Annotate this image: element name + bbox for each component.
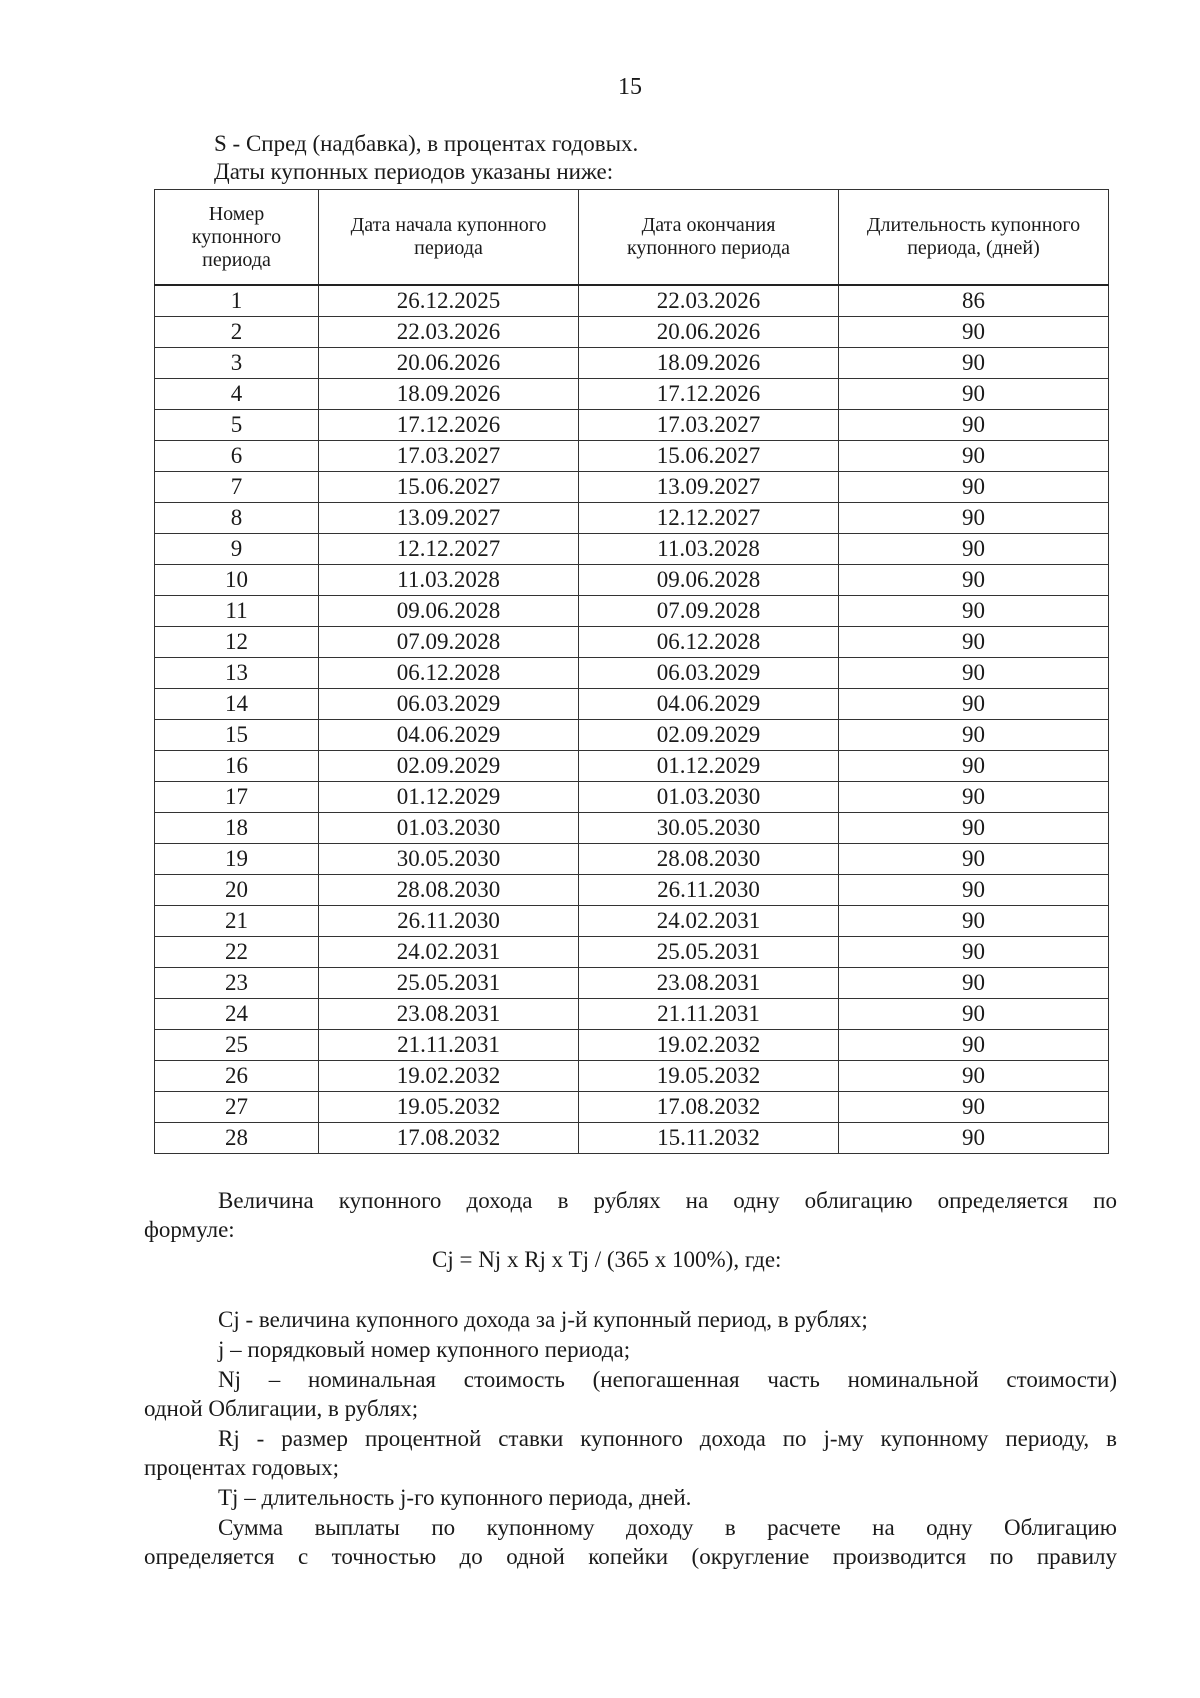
cell-period-number: 8 <box>155 503 319 534</box>
cell-period-number: 4 <box>155 379 319 410</box>
cell-start-date: 04.06.2029 <box>319 720 579 751</box>
table-header-row <box>155 190 1109 286</box>
cell-duration-days: 90 <box>839 658 1109 689</box>
cell-start-date: 23.08.2031 <box>319 999 579 1030</box>
cell-start-date: 25.05.2031 <box>319 968 579 999</box>
cell-period-number: 20 <box>155 875 319 906</box>
cell-duration-days: 90 <box>839 689 1109 720</box>
cell-start-date: 20.06.2026 <box>319 348 579 379</box>
cell-period-number: 22 <box>155 937 319 968</box>
cell-period-number: 13 <box>155 658 319 689</box>
cell-duration-days: 86 <box>839 285 1109 317</box>
cell-period-number: 18 <box>155 813 319 844</box>
cell-start-date: 28.08.2030 <box>319 875 579 906</box>
cell-end-date: 22.03.2026 <box>579 285 839 317</box>
table-row <box>155 472 1109 503</box>
table-row <box>155 875 1109 906</box>
cell-duration-days: 90 <box>839 937 1109 968</box>
cell-duration-days: 90 <box>839 999 1109 1030</box>
cell-start-date: 19.05.2032 <box>319 1092 579 1123</box>
cell-duration-days: 90 <box>839 441 1109 472</box>
definition-tj: Tj – длительность j-го купонного периода, дней. <box>218 1485 692 1510</box>
cell-duration-days: 90 <box>839 968 1109 999</box>
cell-duration-days: 90 <box>839 751 1109 782</box>
table-row <box>155 534 1109 565</box>
coupon-formula: Cj = Nj x Rj x Tj / (365 x 100%), где: <box>432 1247 782 1272</box>
cell-end-date: 24.02.2031 <box>579 906 839 937</box>
table-row <box>155 285 1109 317</box>
table-row <box>155 410 1109 441</box>
table-row <box>155 906 1109 937</box>
cell-start-date: 01.03.2030 <box>319 813 579 844</box>
table-row <box>155 844 1109 875</box>
table-row <box>155 379 1109 410</box>
cell-start-date: 17.12.2026 <box>319 410 579 441</box>
cell-start-date: 30.05.2030 <box>319 844 579 875</box>
cell-start-date: 07.09.2028 <box>319 627 579 658</box>
cell-period-number: 17 <box>155 782 319 813</box>
definition-nj-line-1: Nj – номинальная стоимость (непогашенная часть номинальной стоимости) <box>218 1367 1117 1392</box>
table-row <box>155 596 1109 627</box>
cell-period-number: 11 <box>155 596 319 627</box>
payment-rounding-line-2: определяется с точностью до одной копейки (округление производится по правилу <box>144 1544 1117 1569</box>
cell-start-date: 18.09.2026 <box>319 379 579 410</box>
table-row <box>155 1061 1109 1092</box>
table-row <box>155 317 1109 348</box>
cell-period-number: 16 <box>155 751 319 782</box>
cell-period-number: 14 <box>155 689 319 720</box>
cell-duration-days: 90 <box>839 565 1109 596</box>
cell-duration-days: 90 <box>839 720 1109 751</box>
table-row <box>155 348 1109 379</box>
definition-nj-line-2: одной Облигации, в рублях; <box>144 1396 419 1421</box>
cell-start-date: 06.12.2028 <box>319 658 579 689</box>
page-number: 15 <box>618 74 642 100</box>
table-row <box>155 441 1109 472</box>
cell-end-date: 30.05.2030 <box>579 813 839 844</box>
table-row <box>155 1030 1109 1061</box>
cell-end-date: 15.06.2027 <box>579 441 839 472</box>
cell-period-number: 27 <box>155 1092 319 1123</box>
cell-duration-days: 90 <box>839 410 1109 441</box>
cell-duration-days: 90 <box>839 1123 1109 1154</box>
cell-duration-days: 90 <box>839 1092 1109 1123</box>
table-row <box>155 1092 1109 1123</box>
cell-period-number: 24 <box>155 999 319 1030</box>
header-start-date-text: Дата начала купонного периода <box>350 214 547 259</box>
cell-start-date: 17.08.2032 <box>319 1123 579 1154</box>
cell-duration-days: 90 <box>839 379 1109 410</box>
cell-period-number: 23 <box>155 968 319 999</box>
table-row <box>155 999 1109 1030</box>
cell-period-number: 26 <box>155 1061 319 1092</box>
cell-period-number: 19 <box>155 844 319 875</box>
formula-intro-line-2: формуле: <box>144 1217 235 1242</box>
cell-start-date: 13.09.2027 <box>319 503 579 534</box>
cell-end-date: 06.03.2029 <box>579 658 839 689</box>
table-row <box>155 813 1109 844</box>
cell-start-date: 15.06.2027 <box>319 472 579 503</box>
cell-start-date: 12.12.2027 <box>319 534 579 565</box>
cell-end-date: 26.11.2030 <box>579 875 839 906</box>
cell-end-date: 04.06.2029 <box>579 689 839 720</box>
cell-duration-days: 90 <box>839 844 1109 875</box>
coupon-periods-table <box>154 189 1109 1154</box>
cell-end-date: 01.03.2030 <box>579 782 839 813</box>
cell-duration-days: 90 <box>839 317 1109 348</box>
header-end-date-text: Дата окончания купонного периода <box>626 214 790 259</box>
cell-start-date: 01.12.2029 <box>319 782 579 813</box>
table-row <box>155 751 1109 782</box>
cell-end-date: 25.05.2031 <box>579 937 839 968</box>
cell-duration-days: 90 <box>839 627 1109 658</box>
cell-start-date: 02.09.2029 <box>319 751 579 782</box>
header-duration-text: Длительность купонного периода, (дней) <box>866 214 1081 259</box>
cell-period-number: 1 <box>155 285 319 317</box>
header-start-date <box>319 190 579 286</box>
cell-period-number: 15 <box>155 720 319 751</box>
cell-end-date: 19.05.2032 <box>579 1061 839 1092</box>
cell-period-number: 2 <box>155 317 319 348</box>
cell-end-date: 07.09.2028 <box>579 596 839 627</box>
cell-start-date: 09.06.2028 <box>319 596 579 627</box>
cell-end-date: 13.09.2027 <box>579 472 839 503</box>
table-row <box>155 565 1109 596</box>
cell-duration-days: 90 <box>839 503 1109 534</box>
cell-period-number: 25 <box>155 1030 319 1061</box>
header-duration <box>839 190 1109 286</box>
cell-start-date: 17.03.2027 <box>319 441 579 472</box>
cell-end-date: 15.11.2032 <box>579 1123 839 1154</box>
cell-end-date: 17.12.2026 <box>579 379 839 410</box>
cell-duration-days: 90 <box>839 472 1109 503</box>
cell-end-date: 02.09.2029 <box>579 720 839 751</box>
cell-end-date: 06.12.2028 <box>579 627 839 658</box>
cell-end-date: 17.03.2027 <box>579 410 839 441</box>
table-row <box>155 503 1109 534</box>
coupon-dates-intro: Даты купонных периодов указаны ниже: <box>214 159 614 184</box>
payment-rounding-line-1: Сумма выплаты по купонному доходу в расчете на одну Облигацию <box>218 1515 1117 1540</box>
header-period-number-text: Номер купонного периода <box>191 202 282 271</box>
cell-duration-days: 90 <box>839 348 1109 379</box>
definition-cj: Cj - величина купонного дохода за j-й купонный период, в рублях; <box>218 1307 868 1332</box>
cell-period-number: 3 <box>155 348 319 379</box>
cell-start-date: 06.03.2029 <box>319 689 579 720</box>
cell-period-number: 6 <box>155 441 319 472</box>
cell-start-date: 22.03.2026 <box>319 317 579 348</box>
cell-start-date: 26.12.2025 <box>319 285 579 317</box>
cell-duration-days: 90 <box>839 875 1109 906</box>
cell-end-date: 11.03.2028 <box>579 534 839 565</box>
cell-duration-days: 90 <box>839 1061 1109 1092</box>
cell-duration-days: 90 <box>839 534 1109 565</box>
cell-end-date: 17.08.2032 <box>579 1092 839 1123</box>
spread-definition: S - Спред (надбавка), в процентах годовых. <box>214 131 639 156</box>
cell-end-date: 01.12.2029 <box>579 751 839 782</box>
cell-duration-days: 90 <box>839 1030 1109 1061</box>
cell-period-number: 9 <box>155 534 319 565</box>
table-row <box>155 968 1109 999</box>
table-row <box>155 689 1109 720</box>
header-end-date <box>579 190 839 286</box>
header-period-number <box>155 190 319 286</box>
cell-period-number: 28 <box>155 1123 319 1154</box>
cell-end-date: 18.09.2026 <box>579 348 839 379</box>
cell-duration-days: 90 <box>839 906 1109 937</box>
cell-end-date: 12.12.2027 <box>579 503 839 534</box>
cell-start-date: 21.11.2031 <box>319 1030 579 1061</box>
cell-end-date: 09.06.2028 <box>579 565 839 596</box>
cell-period-number: 10 <box>155 565 319 596</box>
cell-period-number: 7 <box>155 472 319 503</box>
cell-period-number: 5 <box>155 410 319 441</box>
table-row <box>155 627 1109 658</box>
definition-j: j – порядковый номер купонного периода; <box>218 1337 631 1362</box>
formula-intro-line-1: Величина купонного дохода в рублях на одну облигацию определяется по <box>218 1188 1117 1213</box>
table-row <box>155 782 1109 813</box>
cell-end-date: 20.06.2026 <box>579 317 839 348</box>
cell-duration-days: 90 <box>839 813 1109 844</box>
cell-end-date: 19.02.2032 <box>579 1030 839 1061</box>
cell-start-date: 19.02.2032 <box>319 1061 579 1092</box>
definition-rj-line-2: процентах годовых; <box>144 1455 340 1480</box>
table-row <box>155 1123 1109 1154</box>
cell-duration-days: 90 <box>839 782 1109 813</box>
table-row <box>155 658 1109 689</box>
cell-start-date: 24.02.2031 <box>319 937 579 968</box>
table-row <box>155 720 1109 751</box>
cell-end-date: 28.08.2030 <box>579 844 839 875</box>
cell-start-date: 26.11.2030 <box>319 906 579 937</box>
cell-period-number: 12 <box>155 627 319 658</box>
cell-start-date: 11.03.2028 <box>319 565 579 596</box>
definition-rj-line-1: Rj - размер процентной ставки купонного дохода по j-му купонному периоду, в <box>218 1426 1117 1451</box>
cell-duration-days: 90 <box>839 596 1109 627</box>
cell-end-date: 21.11.2031 <box>579 999 839 1030</box>
cell-end-date: 23.08.2031 <box>579 968 839 999</box>
table-row <box>155 937 1109 968</box>
cell-period-number: 21 <box>155 906 319 937</box>
